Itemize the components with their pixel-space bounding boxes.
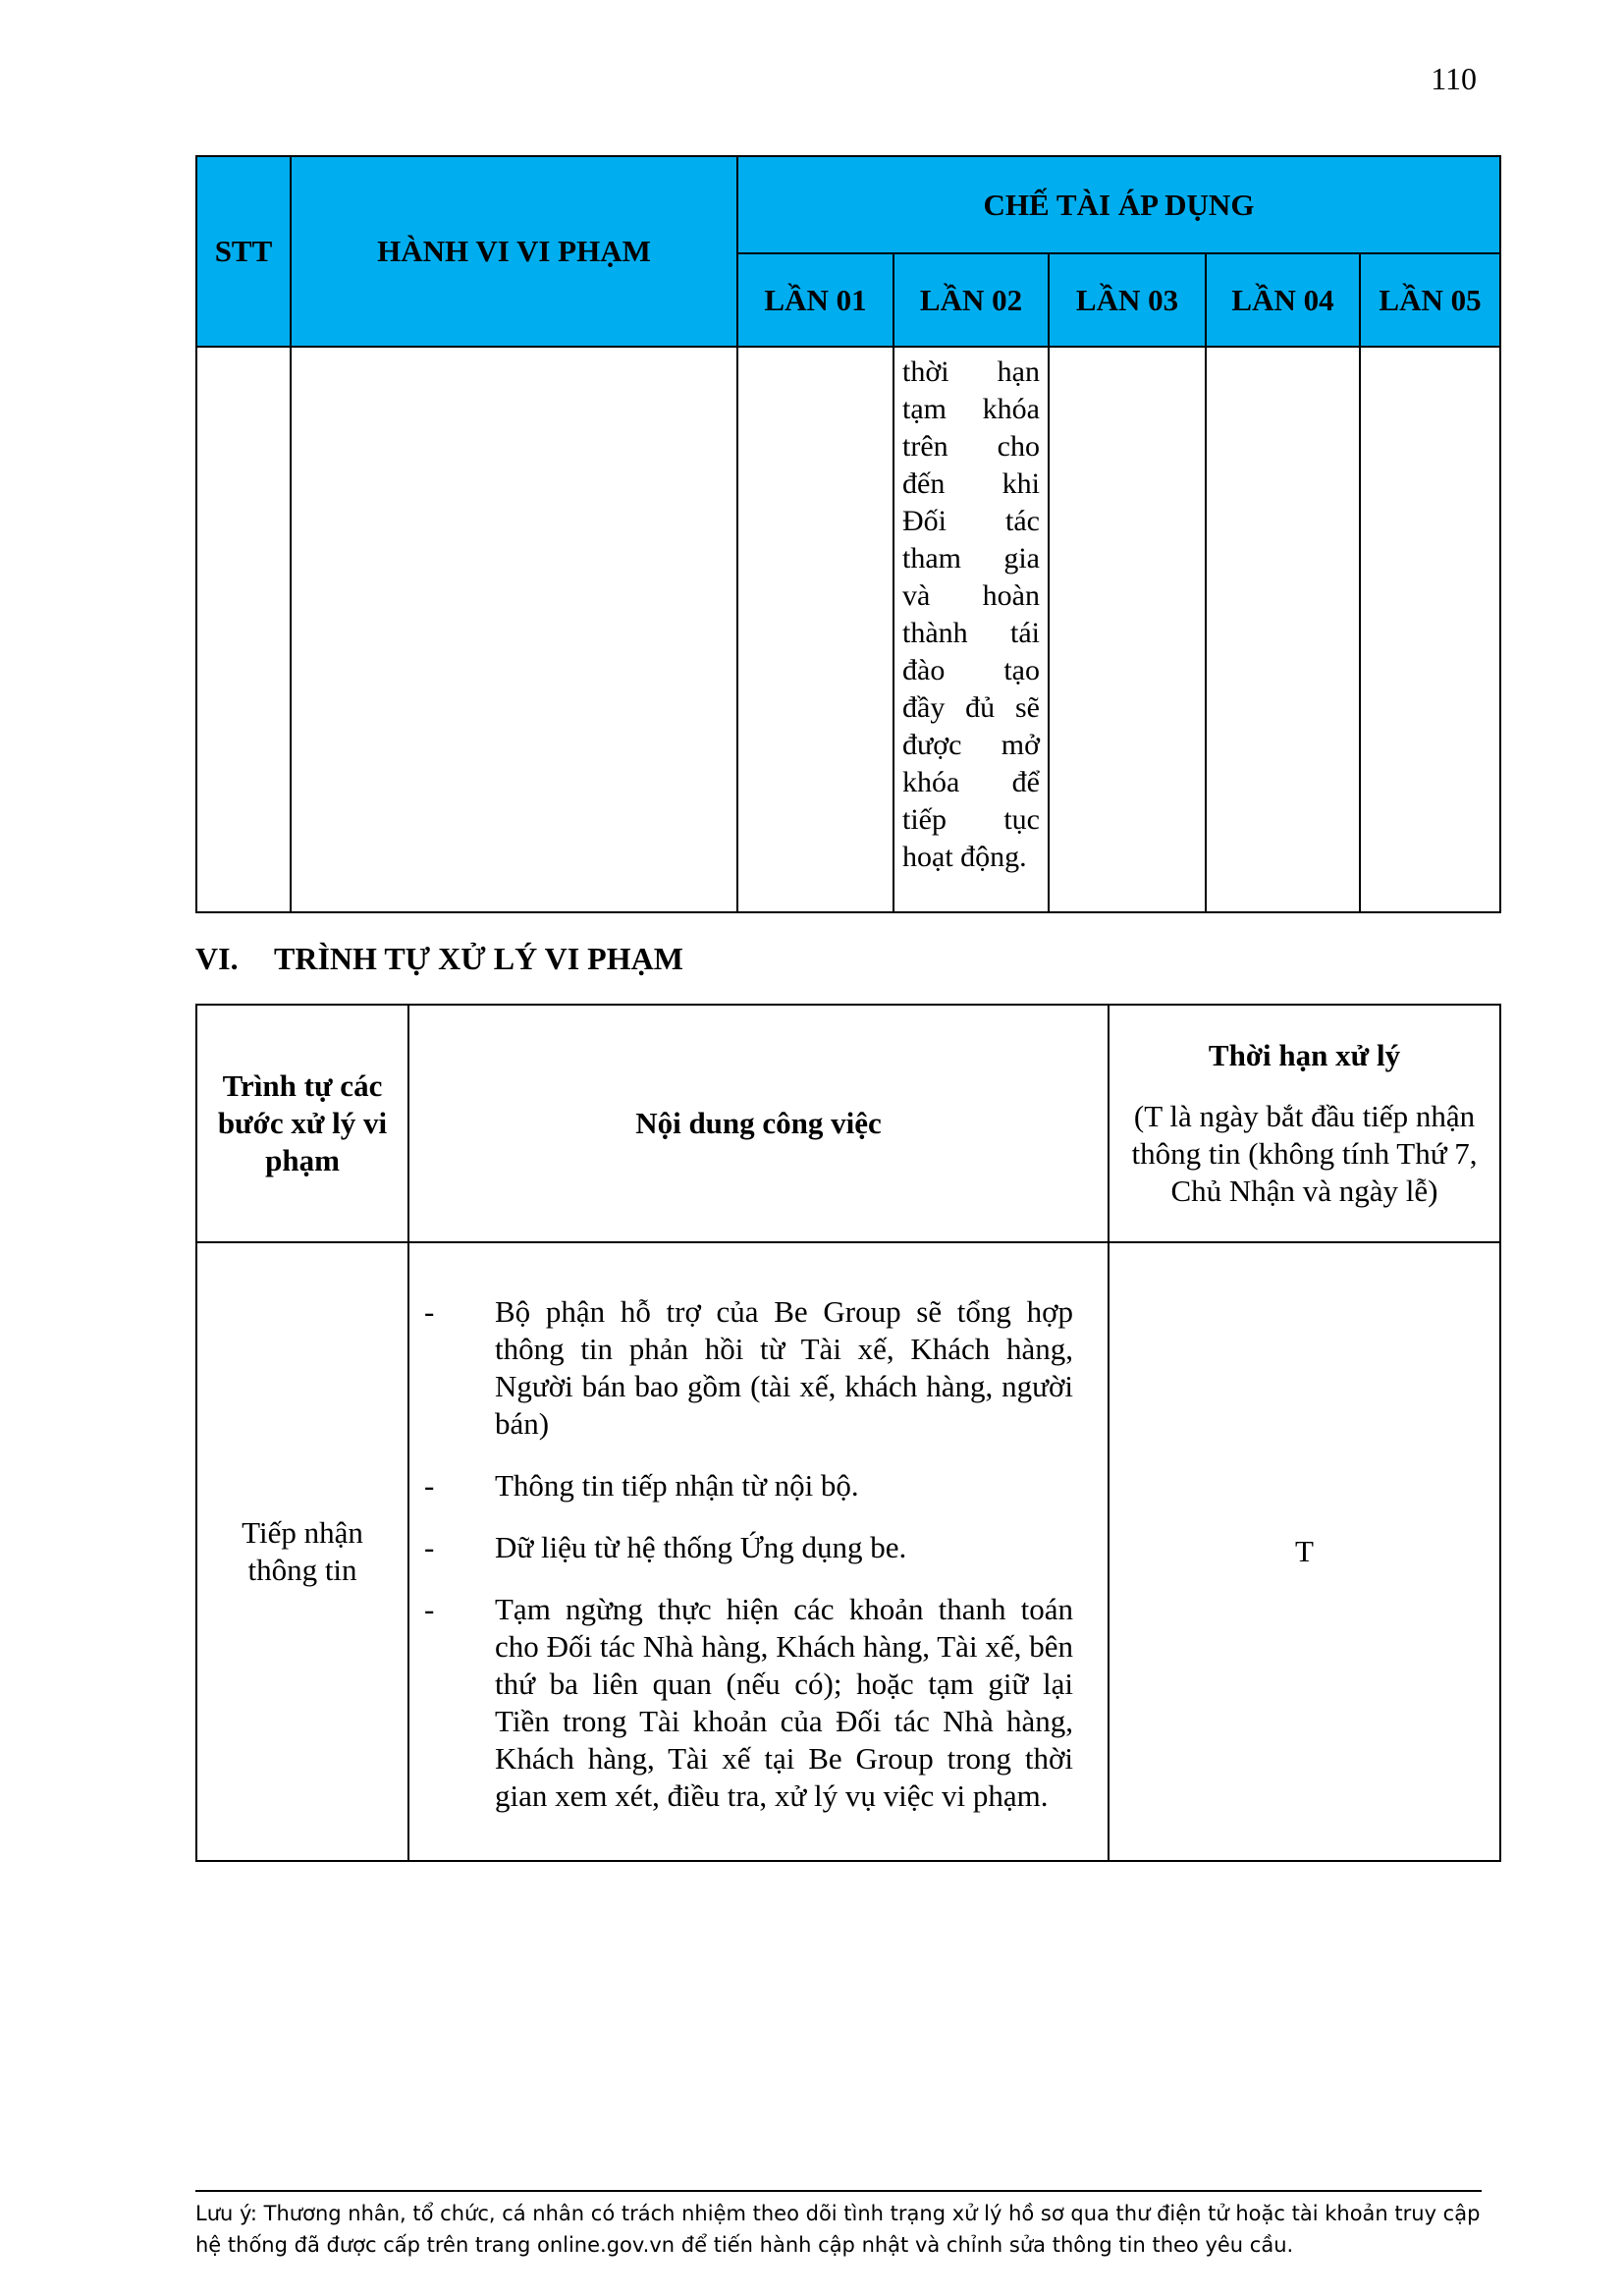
cell-lan-02 xyxy=(893,347,1049,912)
header-content: Nội dung công việc xyxy=(408,1005,1109,1242)
header-lan-03: LẦN 03 xyxy=(1049,253,1206,347)
cell-stt xyxy=(196,347,291,912)
cell-lan-01 xyxy=(737,347,893,912)
header-sanctions: CHẾ TÀI ÁP DỤNG xyxy=(737,156,1500,253)
footer-divider xyxy=(195,2190,1482,2192)
section-number: VI. xyxy=(195,941,239,976)
lan-02-text: thời hạn tạm khóa trên cho đến khi Đối tác tham gia và hoàn thành tái đào tạo đầy đủ sẽ được mở khóa để tiếp tục hoạt động. xyxy=(902,355,1040,873)
deadline-title: Thời hạn xử lý xyxy=(1208,1038,1401,1072)
page-number: 110 xyxy=(1431,61,1477,96)
cell-lan-03 xyxy=(1049,347,1206,912)
header-deadline xyxy=(1109,1005,1500,1242)
table-row xyxy=(196,1242,1500,1861)
header-lan-04: LẦN 04 xyxy=(1206,253,1360,347)
deadline-note: (T là ngày bắt đầu tiếp nhận thông tin (không tính Thứ 7, Chủ Nhận và ngày lễ) xyxy=(1131,1099,1478,1208)
list-item: - Bộ phận hỗ trợ của Be Group sẽ tổng hợp thông tin phản hồi từ Tài xế, Khách hàng, Người bán bao gồm (tài xế, khách hàng, người bán) xyxy=(424,1293,1073,1441)
step-text: Tiếp nhận thông tin xyxy=(242,1515,363,1587)
table-row xyxy=(196,347,1500,912)
step-cell xyxy=(196,1242,408,1861)
list-item: - Thông tin tiếp nhận từ nội bộ. xyxy=(424,1467,859,1503)
header-stt: STT xyxy=(196,156,291,347)
section-title: TRÌNH TỰ XỬ LÝ VI PHẠM xyxy=(274,941,683,976)
procedure-table xyxy=(195,1004,1501,1862)
list-item: - Dữ liệu từ hệ thống Ứng dụng be. xyxy=(424,1529,907,1564)
header-lan-02: LẦN 02 xyxy=(893,253,1049,347)
section-heading xyxy=(195,941,683,977)
content-list xyxy=(410,1272,1107,1832)
sanctions-table xyxy=(195,155,1501,913)
footer-note: Lưu ý: Thương nhân, tổ chức, cá nhân có trách nhiệm theo dõi tình trạng xử lý hồ sơ qua thư điện tử hoặc tài khoản truy cập hệ thống đã được cấp trên trang online.gov.vn để tiến hành cập nhật và chỉnh sửa thông tin theo yêu cầu. xyxy=(195,2202,1481,2257)
list-item: - Tạm ngừng thực hiện các khoản thanh toán cho Đối tác Nhà hàng, Khách hàng, Tài xế, bên thứ ba liên quan (nếu có); hoặc tạm giữ lại Tiền trong Tài khoản của Đối tác Nhà hàng, Khách hàng, Tài xế tại Be Group trong thời gian xem xét, điều tra, xử lý vụ việc vi phạm. xyxy=(424,1591,1073,1813)
cell-lan-05 xyxy=(1360,347,1500,912)
header-steps: Trình tự các bước xử lý vi phạm xyxy=(196,1005,408,1242)
content-cell xyxy=(408,1242,1109,1861)
cell-behavior xyxy=(291,347,737,912)
header-lan-01: LẦN 01 xyxy=(737,253,893,347)
cell-lan-04 xyxy=(1206,347,1360,912)
deadline-cell: T xyxy=(1109,1242,1500,1861)
header-behavior: HÀNH VI VI PHẠM xyxy=(291,156,737,347)
header-lan-05: LẦN 05 xyxy=(1360,253,1500,347)
